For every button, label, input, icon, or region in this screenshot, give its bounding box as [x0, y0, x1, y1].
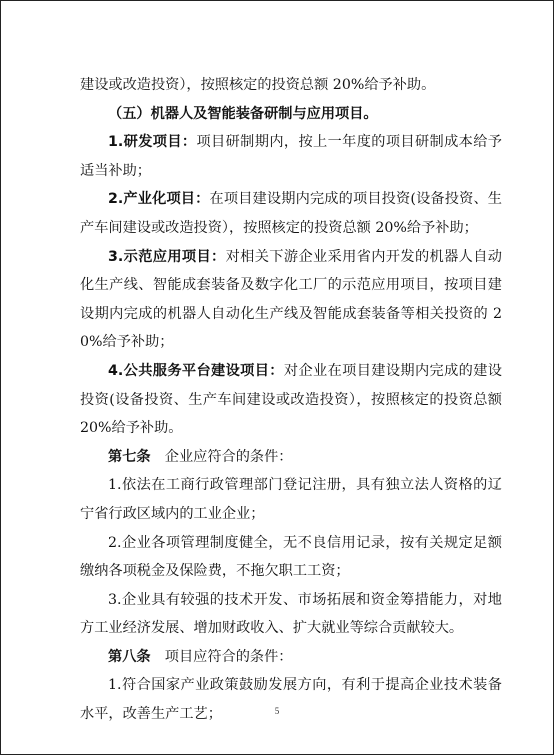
page-number: 5: [274, 706, 280, 716]
condition-text: 1.依法在工商行政管理部门登记注册，具有独立法人资格的辽宁省行政区域内的工业企业；: [80, 477, 502, 522]
document-body: [80, 71, 502, 729]
item-public-service-platform: [80, 357, 502, 443]
section-heading-text: （五）机器人及智能装备研制与应用项目。: [108, 105, 378, 122]
item-rd-project: [80, 128, 502, 185]
item-text: 项目研制期内，按上一年度的项目研制成本给予适当补助；: [80, 134, 502, 179]
item-lead: 3.示范应用项目：: [108, 248, 226, 265]
item-demonstration-project: [80, 243, 502, 357]
item-lead: 4.公共服务平台建设项目：: [108, 362, 284, 379]
item-lead: 1.研发项目：: [108, 134, 197, 151]
article-title: 项目应符合的条件：: [150, 648, 293, 665]
paragraph-continuation: [80, 71, 502, 100]
article-label: 第七条: [108, 448, 151, 465]
item-industrialization-project: [80, 185, 502, 242]
condition-text: 3.企业具有较强的技术开发、市场拓展和资金筹措能力，对地方工业经济发展、增加财政收入、扩大就业等综合贡献较大。: [80, 591, 502, 637]
condition-text: 2.企业各项管理制度健全，无不良信用记录，按有关规定足额缴纳各项税金及保险费，不拖欠职工工资；: [80, 534, 502, 580]
condition-item: [80, 671, 502, 728]
paragraph-text: 建设或改造投资），按照核定的投资总额 20%给予补助。: [80, 77, 436, 93]
item-text: 对相关下游企业采用省内开发的机器人自动化生产线、智能成套装备及数字化工厂的示范应用项目，按项目建设期内完成的机器人自动化生产线及智能成套装备等相关投资的 20%给予补助；: [80, 248, 502, 351]
article-label: 第八条: [108, 648, 151, 665]
item-text: 在项目建设期内完成的项目投资(设备投资、生产车间建设或改造投资），按照核定的投资总额 20%给予补助；: [80, 191, 502, 236]
article-eight-heading: [80, 643, 502, 672]
condition-item: [80, 586, 502, 643]
condition-item: [80, 529, 502, 586]
item-text: 对企业在项目建设期内完成的建设投资(设备投资、生产车间建设或改造投资），按照核定的投资总额 20%给予补助。: [80, 362, 502, 437]
section-heading-robots: [80, 100, 502, 129]
article-seven-heading: [80, 443, 502, 472]
item-lead: 2.产业化项目：: [108, 191, 210, 208]
condition-item: [80, 471, 502, 528]
article-title: 企业应符合的条件：: [150, 448, 293, 465]
condition-text: 1.符合国家产业政策鼓励发展方向，有利于提高企业技术装备水平，改善生产工艺；: [80, 677, 502, 723]
